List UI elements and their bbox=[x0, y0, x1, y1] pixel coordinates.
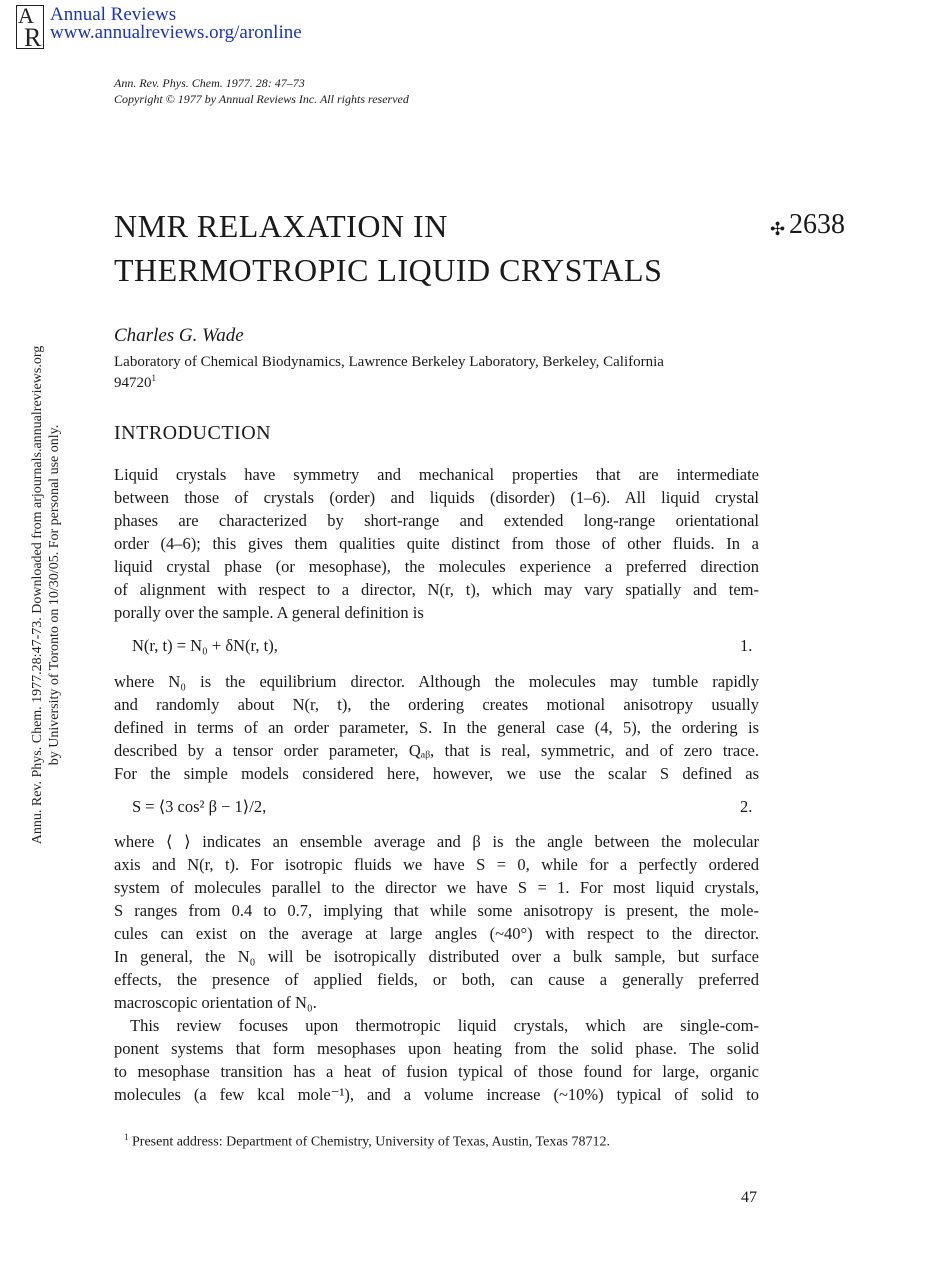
para3-line: macroscopic orientation of N₀. bbox=[114, 993, 317, 1012]
publisher-logo bbox=[16, 5, 44, 49]
section-heading: INTRODUCTION bbox=[114, 422, 272, 444]
affiliation-line-2 bbox=[114, 373, 156, 392]
citation: Ann. Rev. Phys. Chem. 1977. 28: 47–73 bbox=[114, 76, 305, 90]
footnote-marker: 1 bbox=[124, 1132, 129, 1142]
para1-line: phases are characterized by short-range and extended long-range orientational bbox=[114, 511, 759, 530]
watermark-line-1: Annu. Rev. Phys. Chem. 1977.28:47-73. Downloaded from arjournals.annualreviews.org bbox=[30, 345, 45, 845]
para3-line: S ranges from 0.4 to 0.7, implying that while some anisotropy is present, the mole- bbox=[114, 901, 759, 920]
affiliation-zip: 94720 bbox=[114, 375, 152, 391]
para2-line: described by a tensor order parameter, Qₐᵦ, that is real, symmetric, and of zero trace. bbox=[114, 741, 759, 760]
equation-2: S = ⟨3 cos² β − 1⟩/2, bbox=[132, 797, 267, 816]
para3-line: effects, the presence of applied fields, or both, can cause a generally preferred bbox=[114, 970, 759, 989]
para3-line: system of molecules parallel to the director we have S = 1. For most liquid crystals, bbox=[114, 878, 759, 897]
para3-line: In general, the N₀ will be isotropically distributed over a bulk sample, but surface bbox=[114, 947, 759, 966]
para1-line: porally over the sample. A general definition is bbox=[114, 603, 424, 622]
affiliation-footnote-marker: 1 bbox=[151, 373, 156, 383]
para1-line: liquid crystal phase (or mesophase), the molecules experience a preferred direction bbox=[114, 557, 759, 576]
para1-line: order (4–6); this gives them qualities quite distinct from those of other fluids. In a bbox=[114, 534, 759, 553]
para4-line: ponent systems that form mesophases upon heating from the solid phase. The solid bbox=[114, 1039, 759, 1058]
watermark-line-2: by University of Toronto on 10/30/05. For personal use only. bbox=[47, 424, 62, 766]
footnote-text: Present address: Department of Chemistry, University of Texas, Austin, Texas 78712. bbox=[132, 1134, 610, 1150]
publisher-url-link[interactable]: www.annualreviews.org/aronline bbox=[50, 22, 302, 43]
para1-line: of alignment with respect to a director, N(r, t), which may vary spatially and tem- bbox=[114, 580, 759, 599]
article-title-line-2: THERMOTROPIC LIQUID CRYSTALS bbox=[114, 252, 663, 288]
para1-line: between those of crystals (order) and liquids (disorder) (1–6). All liquid crystal bbox=[114, 488, 759, 507]
download-watermark bbox=[29, 245, 63, 945]
article-number: 2638 bbox=[789, 209, 845, 240]
article-title-line-1: NMR RELAXATION IN bbox=[114, 208, 448, 244]
copyright-line: Copyright © 1977 by Annual Reviews Inc. All rights reserved bbox=[114, 92, 409, 106]
page-number: 47 bbox=[741, 1189, 757, 1206]
equation-2-number: 2. bbox=[740, 797, 753, 816]
para4-line: molecules (a few kcal mole⁻¹), and a volume increase (~10%) typical of solid to bbox=[114, 1085, 759, 1104]
para3-line: cules can exist on the average at large angles (~40°) with respect to the director. bbox=[114, 924, 759, 943]
logo-letter-a: A bbox=[18, 5, 34, 28]
para2-line: defined in terms of an order parameter, S. In the general case (4, 5), the ordering is bbox=[114, 718, 759, 737]
equation-1-number: 1. bbox=[740, 636, 753, 655]
para4-line: to mesophase transition has a heat of fusion typical of those found for large, organic bbox=[114, 1062, 759, 1081]
para2-line: where N₀ is the equilibrium director. Although the molecules may tumble rapidly bbox=[114, 672, 759, 691]
logo-letter-r: R bbox=[24, 23, 42, 49]
affiliation-line-1: Laboratory of Chemical Biodynamics, Lawrence Berkeley Laboratory, Berkeley, California bbox=[114, 354, 664, 370]
equation-1: N(r, t) = N₀ + δN(r, t), bbox=[132, 636, 278, 655]
footnote bbox=[124, 1132, 610, 1151]
publisher-name-link[interactable]: Annual Reviews bbox=[50, 4, 177, 25]
para2-line: For the simple models considered here, however, we use the scalar S defined as bbox=[114, 764, 759, 783]
para3-line: where ⟨ ⟩ indicates an ensemble average and β is the angle between the molecular bbox=[114, 832, 759, 851]
author-name: Charles G. Wade bbox=[114, 325, 244, 346]
para3-line: axis and N(r, t). For isotropic fluids we have S = 0, while for a perfectly ordered bbox=[114, 855, 759, 874]
para1-line: Liquid crystals have symmetry and mechanical properties that are intermediate bbox=[114, 465, 759, 484]
para2-line: and randomly about N(r, t), the ordering creates motional anisotropy usually bbox=[114, 695, 759, 714]
article-mark-icon: ✣ bbox=[770, 219, 786, 239]
para4-line: This review focuses upon thermotropic liquid crystals, which are single-com- bbox=[130, 1016, 759, 1035]
